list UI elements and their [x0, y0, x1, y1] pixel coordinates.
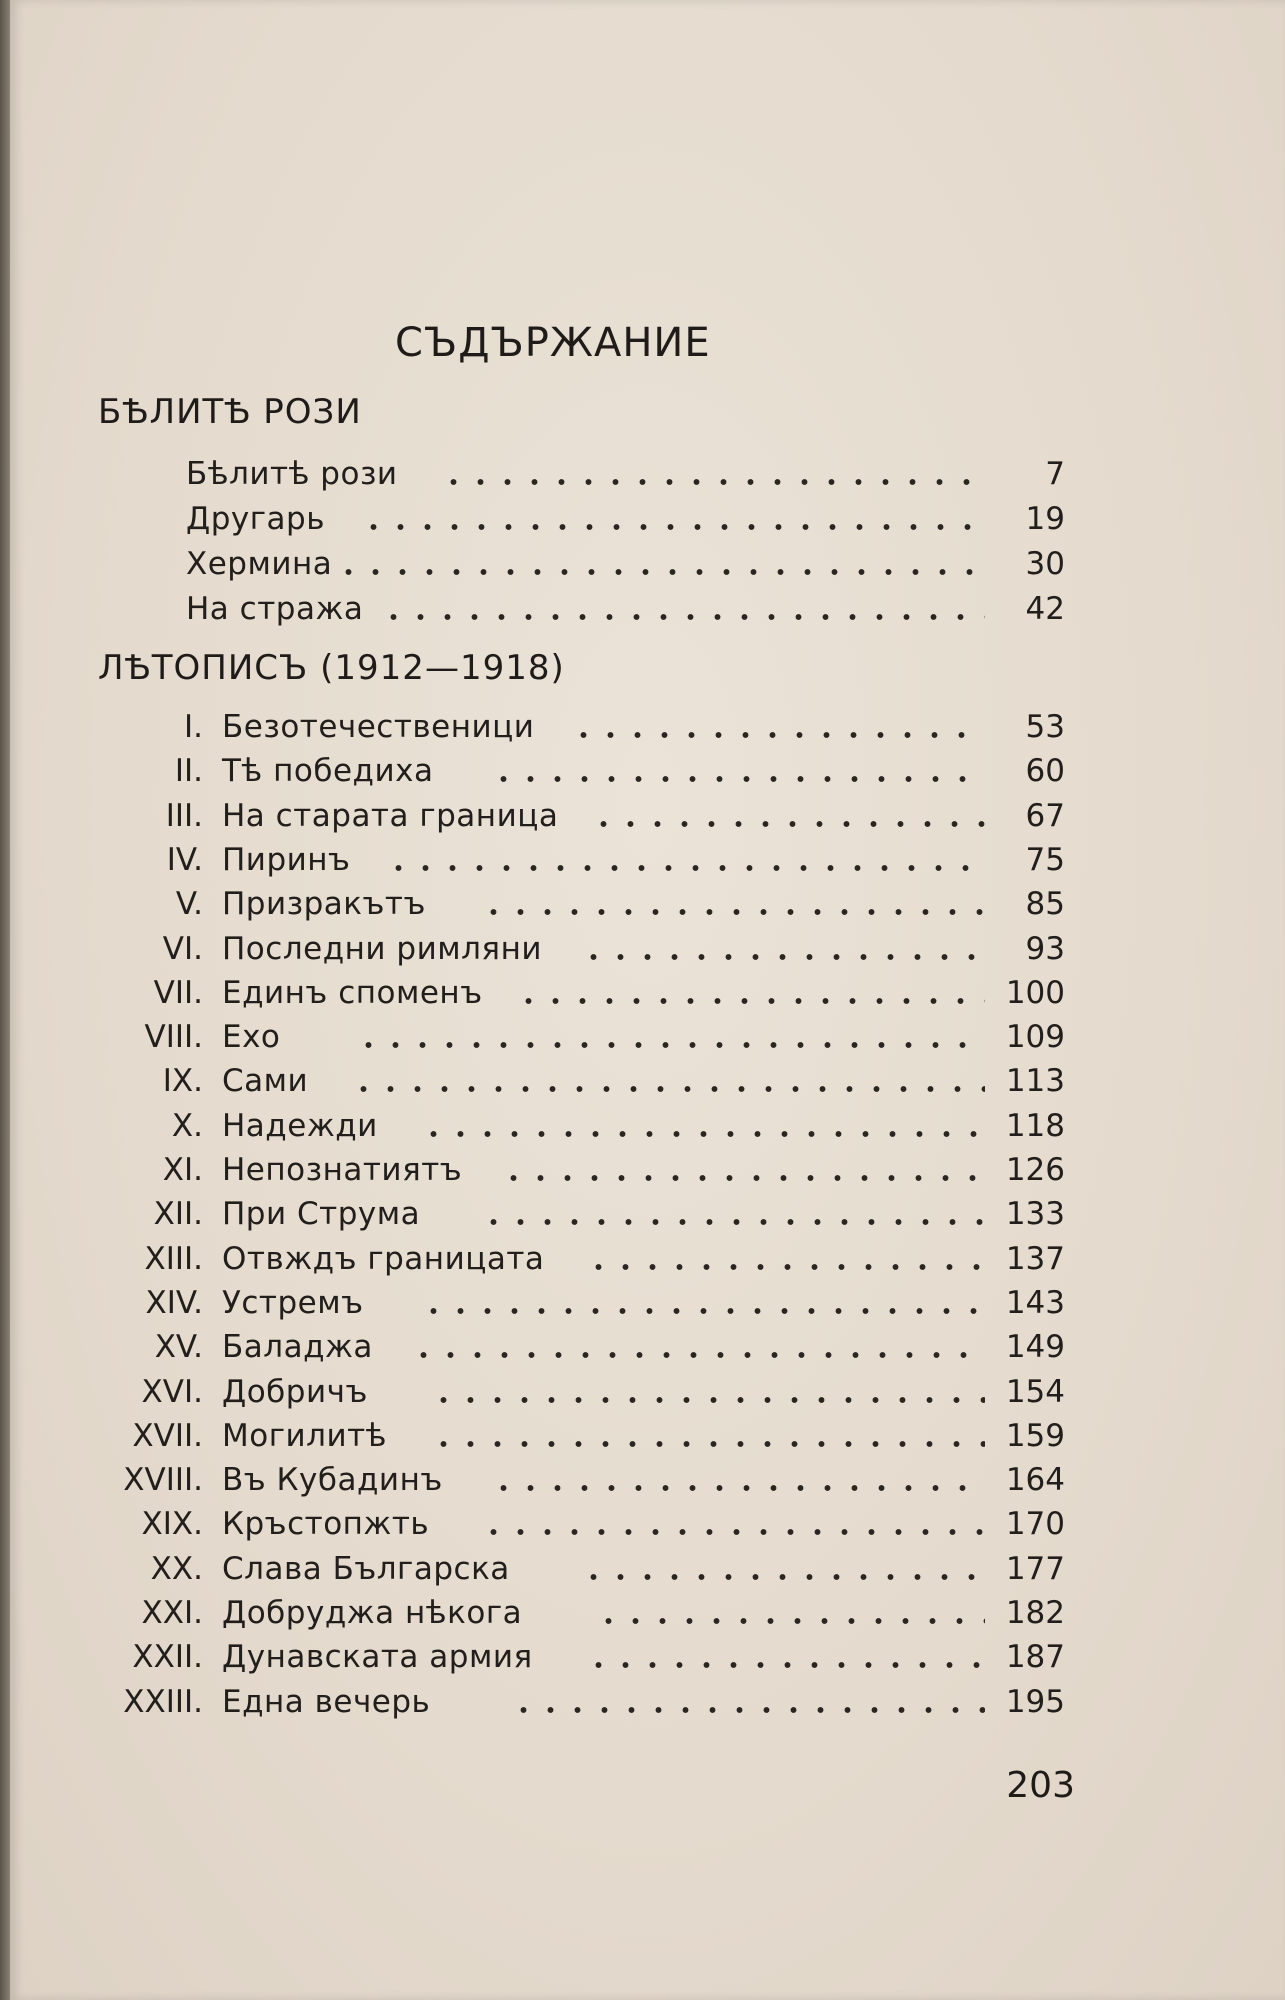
toc-dot-leader — [585, 1635, 985, 1679]
toc-dot-leader — [385, 838, 985, 882]
toc-entry-title: Дунавската армия — [222, 1639, 533, 1676]
toc-entry-title: Тѣ победиха — [222, 753, 434, 790]
toc-entry-numeral: III. — [165, 797, 203, 834]
toc-dot-leader — [335, 542, 985, 586]
toc-entry-numeral: VI. — [162, 930, 203, 967]
toc-dot-leader — [570, 705, 985, 749]
toc-entry — [10, 794, 1285, 838]
toc-entry-page: 143 — [1005, 1284, 1065, 1321]
toc-entry-title: Непознатиятъ — [222, 1152, 463, 1188]
toc-entry-title: Сами — [222, 1063, 309, 1100]
toc-entry-numeral: XIX. — [141, 1506, 203, 1543]
toc-entry-title: Хермина — [186, 546, 333, 582]
toc-entry-title: Надежди — [222, 1107, 378, 1144]
toc-entry — [10, 1458, 1285, 1502]
toc-dot-leader — [420, 1281, 985, 1325]
toc-dot-leader — [480, 1502, 985, 1546]
toc-entry — [10, 1104, 1285, 1148]
toc-entry-page: 30 — [1025, 546, 1065, 582]
toc-entry-title: Ехо — [222, 1019, 281, 1056]
toc-entry — [10, 1502, 1285, 1546]
toc-entry-page: 177 — [1005, 1550, 1065, 1587]
toc-entry-numeral: VII. — [153, 974, 203, 1011]
toc-entry-page: 67 — [1025, 797, 1065, 834]
toc-entry-numeral: IV. — [166, 841, 203, 878]
toc-entry — [10, 1414, 1285, 1458]
toc-dot-leader — [420, 1104, 985, 1148]
toc-entry-numeral: IX. — [162, 1063, 203, 1100]
toc-entry-page: 109 — [1005, 1019, 1065, 1056]
toc-entry-numeral: XVII. — [132, 1417, 203, 1454]
toc-entry-numeral: X. — [171, 1107, 203, 1144]
toc-entry-page: 7 — [1045, 456, 1065, 492]
toc-entry-numeral: XI. — [162, 1152, 203, 1188]
toc-entry — [10, 1015, 1285, 1059]
section-heading-chronicle: ЛѢТОПИСЪ (1912—1918) — [98, 648, 565, 688]
toc-entry-title: Призракътъ — [222, 886, 426, 923]
toc-entry — [10, 927, 1285, 971]
toc-entry-title: На старата граница — [222, 797, 559, 834]
page-number: 203 — [1006, 1765, 1075, 1806]
toc-entry-numeral: I. — [184, 709, 203, 745]
toc-entry-title: Кръстопжть — [222, 1506, 430, 1543]
toc-entry — [10, 838, 1285, 882]
section-heading-white-roses: БѢЛИТѢ РОЗИ — [98, 392, 362, 432]
toc-entry — [10, 1635, 1285, 1679]
toc-entry-page: 100 — [1005, 974, 1065, 1011]
toc-entry-page: 182 — [1005, 1595, 1065, 1631]
toc-entry-page: 60 — [1025, 753, 1065, 790]
toc-entry-page: 19 — [1025, 501, 1065, 537]
toc-entry-page: 113 — [1005, 1063, 1065, 1100]
toc-entry-page: 126 — [1005, 1152, 1065, 1188]
toc-entry-numeral: XIV. — [145, 1284, 203, 1321]
page-title: СЪДЪРЖАНИЕ — [395, 320, 711, 366]
toc-entry-page: 154 — [1005, 1373, 1065, 1410]
toc-dot-leader — [590, 794, 985, 838]
toc-entry — [10, 882, 1285, 926]
toc-entry-title: Могилитѣ — [222, 1417, 387, 1454]
toc-dot-leader — [410, 1325, 985, 1369]
toc-entry-page: 159 — [1005, 1417, 1065, 1454]
toc-entry — [10, 971, 1285, 1015]
toc-entry — [10, 452, 1285, 496]
toc-entry-title: Безотечественици — [222, 709, 535, 745]
toc-entry-title: Последни римляни — [222, 930, 542, 967]
toc-dot-leader — [500, 1148, 985, 1192]
toc-entry-page: 170 — [1005, 1506, 1065, 1543]
toc-entry-page: 93 — [1025, 930, 1065, 967]
toc-entry-page: 75 — [1025, 841, 1065, 878]
toc-dot-leader — [350, 1059, 985, 1103]
toc-entry-page: 187 — [1005, 1639, 1065, 1676]
toc-entry-page: 164 — [1005, 1462, 1065, 1499]
toc-entry — [10, 1370, 1285, 1414]
toc-entry — [10, 1192, 1285, 1236]
toc-entry — [10, 1680, 1285, 1724]
toc-dot-leader — [580, 927, 985, 971]
toc-entry — [10, 1325, 1285, 1369]
toc-entry-page: 53 — [1025, 709, 1065, 745]
toc-dot-leader — [515, 971, 985, 1015]
toc-entry-numeral: II. — [174, 753, 203, 790]
book-page — [10, 0, 1285, 2000]
toc-entry-title: Единъ споменъ — [222, 974, 483, 1011]
toc-entry-page: 85 — [1025, 886, 1065, 923]
toc-entry-page: 149 — [1005, 1329, 1065, 1366]
toc-dot-leader — [355, 1015, 985, 1059]
toc-entry — [10, 542, 1285, 586]
toc-entry-page: 195 — [1005, 1683, 1065, 1720]
toc-entry-numeral: V. — [175, 886, 203, 923]
toc-dot-leader — [480, 882, 985, 926]
toc-entry-page: 137 — [1005, 1240, 1065, 1277]
toc-entry-numeral: XXIII. — [123, 1683, 203, 1720]
toc-entry — [10, 705, 1285, 749]
toc-dot-leader — [360, 497, 985, 541]
toc-dot-leader — [510, 1680, 985, 1724]
toc-dot-leader — [480, 1192, 985, 1236]
toc-entry — [10, 1591, 1285, 1635]
toc-entry-numeral: XXI. — [141, 1595, 203, 1631]
toc-entry — [10, 497, 1285, 541]
toc-entry-title: На стража — [186, 591, 364, 627]
toc-dot-leader — [595, 1591, 985, 1635]
toc-entry-numeral: VIII. — [144, 1019, 203, 1056]
toc-dot-leader — [430, 1414, 985, 1458]
toc-entry-title: Добруджа нѣкога — [222, 1595, 523, 1631]
toc-entry — [10, 1237, 1285, 1281]
toc-entry-title: Отвждъ границата — [222, 1240, 545, 1277]
toc-entry-title: Въ Кубадинъ — [222, 1462, 443, 1499]
toc-entry — [10, 1059, 1285, 1103]
toc-entry-numeral: XV. — [154, 1329, 203, 1366]
toc-dot-leader — [430, 1370, 985, 1414]
toc-entry — [10, 1281, 1285, 1325]
toc-entry-title: При Струма — [222, 1196, 421, 1233]
toc-dot-leader — [380, 587, 985, 631]
toc-entry-title: Слава Българска — [222, 1550, 510, 1587]
toc-dot-leader — [490, 749, 985, 793]
toc-dot-leader — [440, 452, 985, 496]
toc-dot-leader — [490, 1458, 985, 1502]
toc-entry — [10, 587, 1285, 631]
toc-entry-numeral: XIII. — [144, 1240, 203, 1277]
toc-entry-numeral: XVI. — [141, 1373, 203, 1410]
toc-dot-leader — [585, 1237, 985, 1281]
toc-entry-title: Една вечерь — [222, 1683, 431, 1720]
toc-entry-title: Устремъ — [222, 1284, 364, 1321]
toc-dot-leader — [580, 1547, 985, 1591]
toc-entry — [10, 1148, 1285, 1192]
toc-entry-page: 118 — [1005, 1107, 1065, 1144]
toc-entry-numeral: XXII. — [132, 1639, 203, 1676]
toc-entry-title: Баладжа — [222, 1329, 373, 1366]
toc-entry-page: 42 — [1025, 591, 1065, 627]
toc-entry — [10, 1547, 1285, 1591]
toc-entry-numeral: XII. — [153, 1196, 203, 1233]
toc-entry — [10, 749, 1285, 793]
toc-entry-numeral: XX. — [150, 1550, 203, 1587]
toc-entry-title: Добричъ — [222, 1373, 368, 1410]
toc-entry-title: Другарь — [186, 501, 325, 537]
toc-entry-numeral: XVIII. — [123, 1462, 203, 1499]
toc-entry-page: 133 — [1005, 1196, 1065, 1233]
toc-entry-title: Пиринъ — [222, 841, 351, 878]
toc-entry-title: Бѣлитѣ рози — [186, 456, 398, 492]
